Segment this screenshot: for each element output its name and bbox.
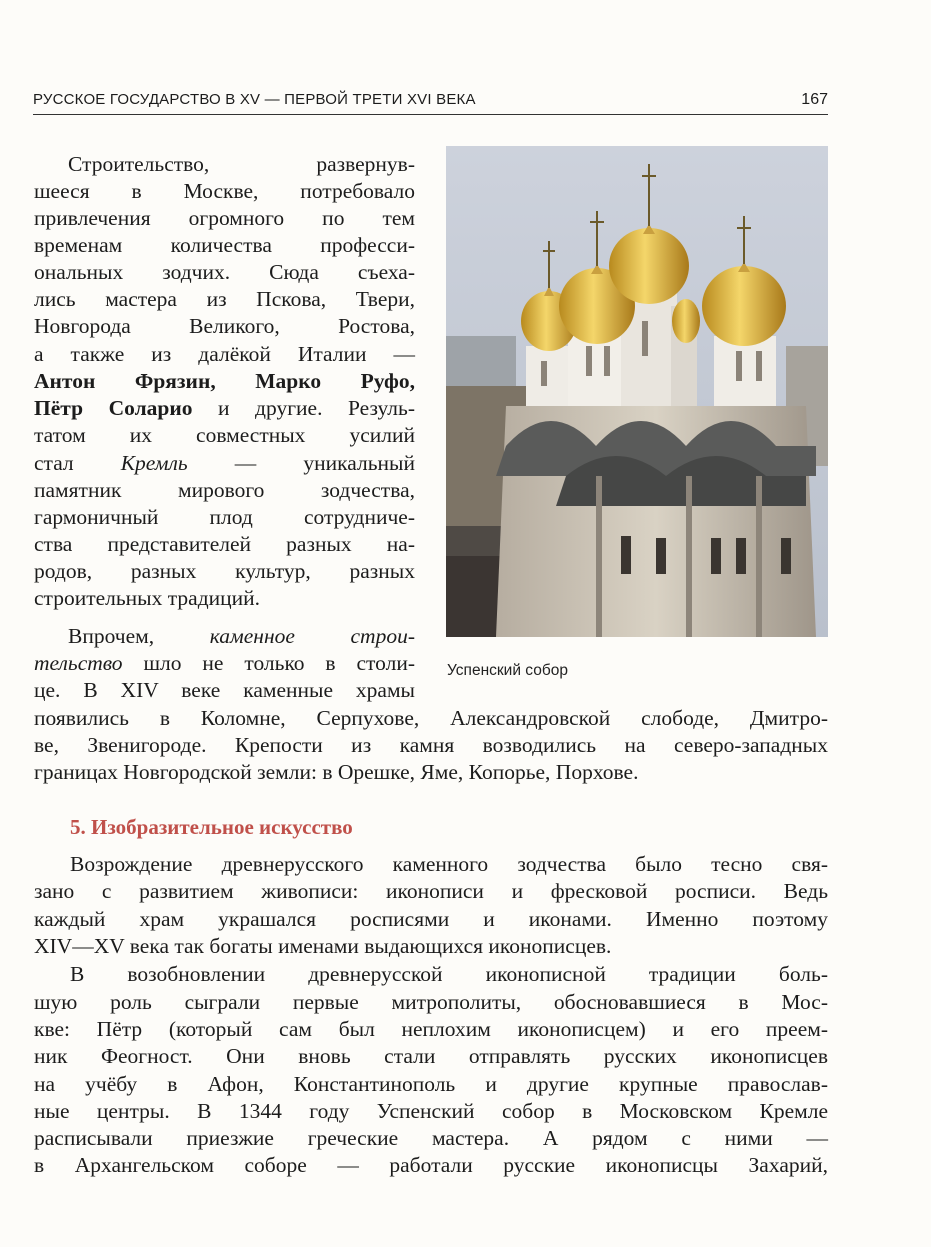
text-line: Новгорода Великого, Ростова, [34, 314, 415, 338]
text-span: и другие. Резуль- [192, 396, 415, 420]
bold-name: Пётр Соларио [34, 396, 193, 420]
text-line: гармоничный плод сотрудниче- [34, 505, 415, 529]
text-line: памятник мирового зодчества, [34, 478, 415, 502]
italic-term: тельство [34, 651, 123, 675]
italic-term: каменное строи- [209, 624, 415, 648]
text-line: Строительство, развернув- [68, 152, 415, 176]
text-line: границах Новгородской земли: в Орешке, Яме, Копорье, Порхове. [34, 760, 639, 784]
text-line: Возрождение древнерусского каменного зодчества было тесно свя- [70, 852, 828, 876]
page-number: 167 [801, 91, 828, 108]
text-line [34, 449, 415, 477]
text-line: расписывали приезжие греческие мастера. А рядом с ними — [34, 1126, 828, 1150]
text-span: Впрочем, [68, 624, 210, 648]
text-line-bold: Антон Фрязин, Марко Руфо, [34, 369, 415, 393]
text-line: В возобновлении древнерусской иконописной традиции боль- [70, 962, 828, 986]
text-line: ональных зодчих. Сюда съеха- [34, 260, 415, 284]
text-line: ные центры. В 1344 году Успенский собор в Московском Кремле [34, 1099, 828, 1123]
text-line: ник Феогност. Они вновь стали отправлять русских иконописцев [34, 1044, 828, 1068]
text-line: строительных традиций. [34, 586, 261, 610]
text-line: шееся в Москве, потребовало [34, 179, 415, 203]
text-line: каждый храм украшался росписями и иконами. Именно поэтому [34, 907, 828, 931]
running-title: РУССКОЕ ГОСУДАРСТВО В XV — ПЕРВОЙ ТРЕТИ XVI ВЕКА [33, 91, 476, 108]
text-line: зано с развитием живописи: иконописи и фресковой росписи. Ведь [34, 879, 828, 903]
section-heading: 5. Изобразительное искусство [70, 815, 353, 839]
text-line [34, 649, 415, 677]
running-header [33, 88, 828, 115]
text-line: ве, Звенигороде. Крепости из камня возводились на северо-западных [34, 733, 828, 757]
text-span: шло не только в столи- [122, 651, 415, 675]
text-span: — уникальный [187, 451, 415, 475]
text-line: татом их совместных усилий [34, 423, 415, 447]
text-line: родов, разных культур, разных [34, 559, 415, 583]
text-line [68, 622, 415, 650]
text-span: стал [34, 451, 121, 475]
text-line: в Архангельском соборе — работали русские иконописцы Захарий, [34, 1153, 828, 1177]
text-line: на учёбу в Афон, Константинополь и другие крупные православ- [34, 1072, 828, 1096]
text-line: привлечения огромного по тем [34, 206, 415, 230]
text-line: а также из далёкой Италии — [34, 342, 415, 366]
text-line: шую роль сыграли первые митрополиты, обосновавшиеся в Мос- [34, 990, 828, 1014]
text-line: XIV—XV века так богаты именами выдающихся иконописцев. [34, 934, 612, 958]
text-line: це. В XIV веке каменные храмы [34, 678, 415, 702]
text-line [34, 394, 415, 422]
cathedral-photo [446, 146, 828, 637]
text-line: временам количества професси- [34, 233, 415, 257]
text-line: кве: Пётр (который сам был неплохим иконописцем) и его преем- [34, 1017, 828, 1041]
text-line: ства представителей разных на- [34, 532, 415, 556]
photo-caption: Успенский собор [447, 662, 568, 679]
text-line: лись мастера из Пскова, Твери, [34, 287, 415, 311]
text-line: появились в Коломне, Серпухове, Александровской слободе, Дмитро- [34, 706, 828, 730]
italic-term: Кремль [120, 451, 188, 475]
